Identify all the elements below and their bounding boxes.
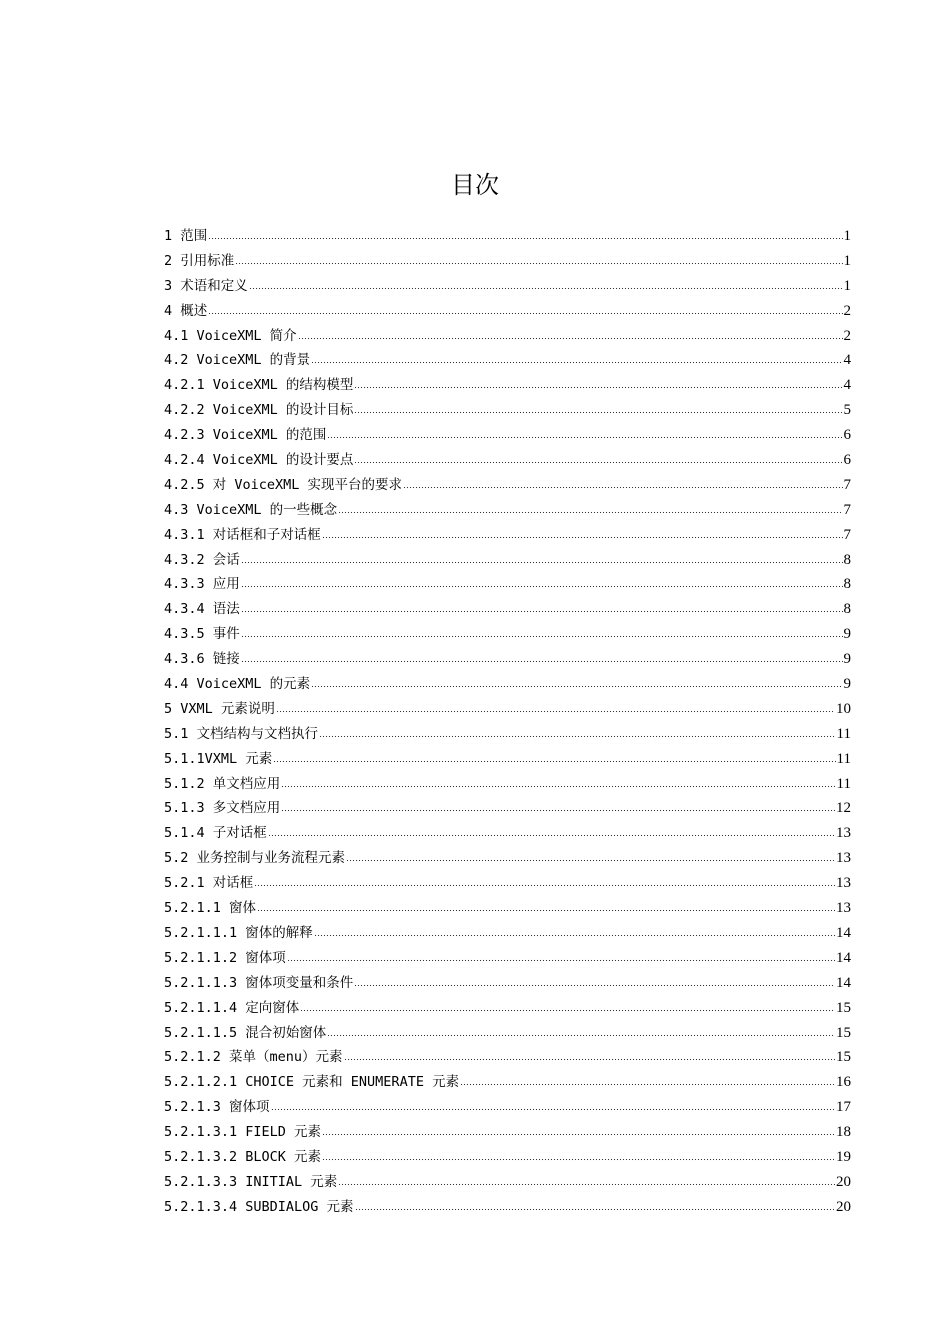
- toc-entry-page-number: 9: [843, 676, 851, 693]
- toc-entry[interactable]: [164, 274, 851, 299]
- toc-entry-page-number: 15: [836, 999, 851, 1016]
- toc-entry-page-number: 8: [843, 551, 851, 568]
- toc-entry-label: 5.1.1VXML 元素: [164, 750, 273, 767]
- toc-entry[interactable]: [164, 373, 851, 398]
- toc-entry[interactable]: [164, 348, 851, 373]
- toc-entry-page-number: 17: [836, 1099, 851, 1116]
- toc-entry[interactable]: [164, 772, 851, 797]
- toc-entry-page-number: 13: [836, 900, 851, 917]
- dot-leader: [254, 877, 835, 887]
- toc-entry[interactable]: [164, 896, 851, 921]
- toc-entry[interactable]: [164, 796, 851, 821]
- toc-entry-page-number: 16: [836, 1074, 851, 1091]
- toc-entry[interactable]: [164, 1145, 851, 1170]
- toc-entry-page-number: 1: [843, 228, 851, 244]
- toc-entry[interactable]: [164, 597, 851, 622]
- dot-leader: [241, 603, 843, 613]
- toc-entry-page-number: 13: [836, 825, 851, 842]
- toc-entry-label: 5.1.4 子对话框: [164, 825, 267, 842]
- toc-entry[interactable]: [164, 423, 851, 448]
- toc-entry-label: 4.2.4 VoiceXML 的设计要点: [164, 452, 354, 469]
- dot-leader: [322, 1151, 835, 1161]
- toc-entry-label: 5.2.1.2.1 CHOICE 元素和 ENUMERATE 元素: [164, 1074, 460, 1091]
- toc-entry-label: 5.2.1.1.3 窗体项变量和条件: [164, 974, 354, 991]
- toc-entry[interactable]: [164, 572, 851, 597]
- toc-entry-page-number: 7: [843, 526, 851, 543]
- dot-leader: [319, 728, 836, 738]
- dot-leader: [241, 578, 843, 588]
- dot-leader: [322, 1126, 835, 1136]
- dot-leader: [287, 952, 835, 962]
- toc-entry[interactable]: [164, 1195, 851, 1220]
- toc-entry-page-number: 19: [836, 1148, 851, 1165]
- toc-entry-label: 5.2.1.3.3 INITIAL 元素: [164, 1173, 338, 1190]
- dot-leader: [249, 280, 843, 290]
- toc-entry-page-number: 6: [843, 452, 851, 469]
- toc-entry-label: 4.1 VoiceXML 简介: [164, 327, 297, 344]
- toc-entry-page-number: 14: [836, 949, 851, 966]
- toc-entry[interactable]: [164, 846, 851, 871]
- toc-entry-page-number: 14: [836, 974, 851, 991]
- toc-entry-label: 4.4 VoiceXML 的元素: [164, 676, 311, 693]
- page-title: 目次: [451, 171, 499, 199]
- toc-entry-label: 4.2.2 VoiceXML 的设计目标: [164, 402, 354, 419]
- toc-entry[interactable]: [164, 1095, 851, 1120]
- dot-leader: [322, 529, 843, 539]
- toc-entry-label: 5.2.1.1 窗体: [164, 900, 257, 917]
- dot-leader: [300, 1002, 835, 1012]
- dot-leader: [241, 653, 843, 663]
- toc-entry-page-number: 1: [843, 277, 851, 294]
- toc-entry[interactable]: [164, 647, 851, 672]
- toc-entry[interactable]: [164, 747, 851, 772]
- toc-entry-page-number: 1: [843, 252, 851, 269]
- toc-entry-label: 5.2.1.1.1 窗体的解释: [164, 924, 313, 941]
- toc-entry[interactable]: [164, 523, 851, 548]
- toc-entry-page-number: 20: [836, 1198, 851, 1215]
- toc-entry-page-number: 8: [843, 601, 851, 618]
- dot-leader: [403, 479, 842, 489]
- toc-entry[interactable]: [164, 821, 851, 846]
- toc-entry[interactable]: [164, 1021, 851, 1046]
- dot-leader: [241, 628, 843, 638]
- toc-entry-page-number: 5: [843, 402, 851, 419]
- toc-entry-label: 5.1 文档结构与文档执行: [164, 725, 319, 742]
- toc-entry[interactable]: [164, 473, 851, 498]
- dot-leader: [311, 354, 842, 364]
- toc-entry-page-number: 9: [843, 651, 851, 668]
- toc-entry[interactable]: [164, 249, 851, 274]
- toc-entry-page-number: 14: [836, 924, 851, 941]
- toc-entry[interactable]: [164, 996, 851, 1021]
- dot-leader: [354, 454, 842, 464]
- dot-leader: [327, 1027, 835, 1037]
- toc-entry[interactable]: [164, 324, 851, 349]
- toc-entry-label: 5.2.1 对话框: [164, 875, 254, 892]
- dot-leader: [460, 1076, 835, 1086]
- toc-entry-label: 5 VXML 元素说明: [164, 700, 275, 717]
- toc-entry-label: 5.2.1.3 窗体项: [164, 1099, 270, 1116]
- toc-entry-label: 5.1.2 单文档应用: [164, 775, 281, 792]
- toc-entry-page-number: 4: [843, 377, 851, 394]
- toc-entry-page-number: 11: [836, 725, 851, 742]
- toc-entry-label: 4.3.2 会话: [164, 551, 240, 568]
- dot-leader: [268, 827, 835, 837]
- toc-entry-label: 5.2.1.3.4 SUBDIALOG 元素: [164, 1198, 354, 1215]
- dot-leader: [338, 504, 842, 514]
- toc-entry[interactable]: [164, 971, 851, 996]
- dot-leader: [276, 703, 835, 713]
- dot-leader: [311, 678, 842, 688]
- dot-leader: [208, 305, 842, 315]
- toc-entry[interactable]: [164, 548, 851, 573]
- dot-leader: [338, 1176, 835, 1186]
- dot-leader: [208, 230, 842, 240]
- toc-entry-label: 4.2.1 VoiceXML 的结构模型: [164, 377, 354, 394]
- toc-entry[interactable]: [164, 224, 851, 249]
- toc-entry-page-number: 18: [836, 1124, 851, 1141]
- toc-entry[interactable]: [164, 622, 851, 647]
- toc-entry-label: 4.3.1 对话框和子对话框: [164, 526, 321, 543]
- dot-leader: [354, 404, 842, 414]
- toc-entry-page-number: 12: [836, 800, 851, 817]
- toc-entry[interactable]: [164, 946, 851, 971]
- toc-entry-label: 2 引用标准: [164, 252, 235, 269]
- toc-entry-page-number: 10: [836, 700, 851, 717]
- toc-entry-page-number: 6: [843, 427, 851, 444]
- dot-leader: [327, 429, 842, 439]
- toc-entry[interactable]: [164, 398, 851, 423]
- toc-entry-label: 5.2.1.1.5 混合初始窗体: [164, 1024, 327, 1041]
- toc-entry-label: 5.2.1.3.1 FIELD 元素: [164, 1124, 322, 1141]
- toc-entry-page-number: 8: [843, 576, 851, 593]
- dot-leader: [298, 330, 843, 340]
- toc-entry-page-number: 11: [836, 775, 851, 792]
- toc-entry-page-number: 4: [843, 352, 851, 369]
- toc-entry-label: 4.3.6 链接: [164, 651, 240, 668]
- toc-entry-page-number: 15: [836, 1049, 851, 1066]
- dot-leader: [241, 554, 843, 564]
- toc-entry-page-number: 9: [843, 626, 851, 643]
- toc-entry[interactable]: [164, 1070, 851, 1095]
- toc-entry-label: 4.2 VoiceXML 的背景: [164, 352, 311, 369]
- dot-leader: [346, 852, 835, 862]
- toc-entry-label: 4.3.4 语法: [164, 601, 240, 618]
- toc-entry-page-number: 7: [843, 501, 851, 518]
- toc-entry-page-number: 13: [836, 875, 851, 892]
- dot-leader: [257, 902, 835, 912]
- toc-entry[interactable]: [164, 871, 851, 896]
- dot-leader: [273, 753, 835, 763]
- toc-entry-label: 5.2.1.1.2 窗体项: [164, 949, 286, 966]
- toc-entry-label: 4 概述: [164, 302, 208, 319]
- toc-entry-label: 4.2.3 VoiceXML 的范围: [164, 427, 327, 444]
- dot-leader: [355, 1201, 835, 1211]
- dot-leader: [271, 1101, 835, 1111]
- dot-leader: [314, 927, 835, 937]
- toc-entry[interactable]: [164, 448, 851, 473]
- toc-entry-page-number: 7: [843, 476, 851, 493]
- toc-entry-page-number: 11: [836, 750, 851, 767]
- toc-entry[interactable]: [164, 1045, 851, 1070]
- toc-entry-label: 5.1.3 多文档应用: [164, 800, 281, 817]
- toc-entry-label: 5.2.1.3.2 BLOCK 元素: [164, 1148, 322, 1165]
- toc-entry[interactable]: [164, 498, 851, 523]
- toc-entry-label: 5.2 业务控制与业务流程元素: [164, 850, 346, 867]
- dot-leader: [354, 977, 835, 987]
- toc-entry-page-number: 2: [843, 327, 851, 344]
- toc-entry-page-number: 2: [843, 302, 851, 319]
- toc-entry-label: 5.2.1.2 菜单（menu）元素: [164, 1049, 343, 1066]
- toc-entry-label: 4.3 VoiceXML 的一些概念: [164, 501, 338, 518]
- dot-leader: [235, 255, 842, 265]
- toc-entry[interactable]: [164, 921, 851, 946]
- toc-entry-label: 4.3.3 应用: [164, 576, 240, 593]
- toc-entry-label: 5.2.1.1.4 定向窗体: [164, 999, 300, 1016]
- toc-entry-label: 3 术语和定义: [164, 277, 248, 294]
- toc-entry[interactable]: [164, 1120, 851, 1145]
- toc-entry[interactable]: [164, 697, 851, 722]
- toc-entry-label: 4.2.5 对 VoiceXML 实现平台的要求: [164, 476, 403, 493]
- toc-entry[interactable]: [164, 722, 851, 747]
- toc-entry-label: 4.3.5 事件: [164, 626, 240, 643]
- table-of-contents: [164, 224, 851, 1220]
- toc-entry[interactable]: [164, 672, 851, 697]
- dot-leader: [281, 778, 835, 788]
- dot-leader: [344, 1051, 835, 1061]
- toc-entry-page-number: 20: [836, 1173, 851, 1190]
- toc-entry-label: 1 范围: [164, 228, 208, 244]
- toc-entry-page-number: 15: [836, 1024, 851, 1041]
- toc-entry[interactable]: [164, 299, 851, 324]
- dot-leader: [281, 802, 835, 812]
- dot-leader: [354, 379, 842, 389]
- toc-entry-page-number: 13: [836, 850, 851, 867]
- toc-entry[interactable]: [164, 1170, 851, 1195]
